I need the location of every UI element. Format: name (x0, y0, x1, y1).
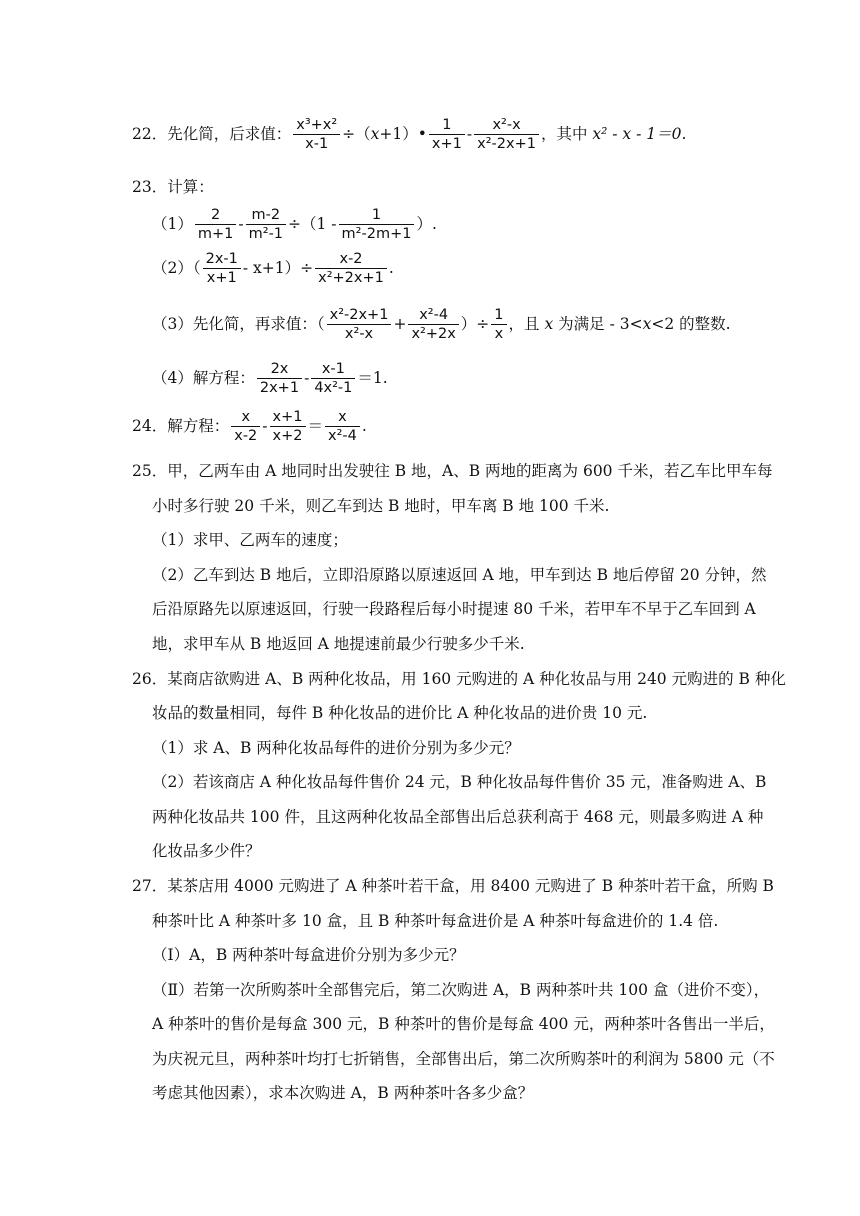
fraction: $\frac{2x}{2x+1}$ (257, 360, 302, 398)
question-27-line: （Ⅰ）A，B 两种茶叶每盒进价分别为多少元？ (152, 946, 465, 964)
question-25-line: （2）乙车到达 B 地后，立即沿原路以原速返回 A 地，甲车到达 B 地后停留 20 分钟，然 (152, 566, 767, 584)
fraction: $\frac{x}{\text{x²-4}}$ (325, 408, 360, 446)
question-22: 22．先化简，后求值： $\frac{\text{x³+x²}}{x-1}$ ÷（x+1）• $\frac{1}{x+1}$ - $\frac{\text{x²-x}}{\text{x²-2x+1}}$ ，其中 x² - x - 1＝0. (132, 117, 687, 152)
fraction: $\frac{x-1}{\text{4x²-1}}$ (311, 360, 355, 398)
fraction: $\frac{x+1}{x+2}$ (270, 408, 306, 446)
fraction: $\frac{\text{x³+x²}}{x-1}$ (293, 116, 340, 154)
question-27-line: 27．某茶店用 4000 元购进了 A 种茶叶若干盒，用 8400 元购进了 B 种茶叶若干盒，所购 B (132, 877, 774, 895)
question-25-line: 25．甲，乙两车由 A 地同时出发驶往 B 地，A、B 两地的距离为 600 千米，若乙车比甲车每 (132, 462, 773, 480)
question-26-line: 化妆品多少件？ (152, 842, 261, 860)
fraction: $\frac{x}{x-2}$ (231, 408, 260, 446)
question-25-line: 地，求甲车从 B 地返回 A 地提速前最少行驶多少千米. (152, 635, 525, 653)
fraction: $\frac{2}{m+1}$ (195, 206, 237, 244)
fraction: $\frac{2x-1}{x+1}$ (203, 250, 241, 288)
fraction: $\frac{\text{x²-2x+1}}{\text{x²-x}}$ (327, 306, 392, 344)
fraction: $\frac{m-2}{\text{m²-1}}$ (246, 206, 286, 244)
question-27-line: 种茶叶比 A 种茶叶多 10 盒，且 B 种茶叶每盒进价是 A 种茶叶每盒进价的 1.4 倍. (152, 912, 719, 930)
question-22-lead: 22．先化简，后求值： (132, 125, 292, 143)
question-25-line: 后沿原路先以原速返回，行驶一段路程后每小时提速 80 千米，若甲车不早于乙车回到 A (152, 600, 756, 618)
question-26-line: （1）求 A、B 两种化妆品每件的进价分别为多少元？ (152, 739, 520, 757)
question-27-line: （Ⅱ）若第一次所购茶叶全部售完后，第二次购进 A，B 两种茶叶共 100 盒（进价不变）， (152, 981, 770, 999)
question-27-line: A 种茶叶的售价是每盒 300 元，B 种茶叶的售价是每盒 400 元，两种茶叶各售出一半后， (152, 1015, 775, 1033)
question-23-part-3: （3）先化简，再求值：（ $\frac{\text{x²-2x+1}}{\text{x²-x}}$ + $\frac{\text{x²-4}}{\text{x²+2x}}$ ）÷ $\frac{1}{x}$ ，且 x 为满足 - 3<x<2 的整数. (152, 307, 731, 342)
fraction: $\frac{\text{x²-x}}{\text{x²-2x+1}}$ (474, 116, 539, 154)
fraction: $\frac{1}{x+1}$ (429, 116, 465, 154)
fraction: $\frac{1}{x}$ (491, 306, 506, 344)
question-23-part-1: （1） $\frac{2}{m+1}$ - $\frac{m-2}{\text{m²-1}}$ ÷（1 - $\frac{1}{\text{m²-2m+1}}$ ）. (152, 207, 437, 242)
question-26-line: 妆品的数量相同，每件 B 种化妆品的进价比 A 种化妆品的进价贵 10 元. (152, 704, 648, 722)
question-27-line: 考虑其他因素），求本次购进 A，B 两种茶叶各多少盒？ (152, 1084, 534, 1102)
question-23-part-2: （2）（ $\frac{2x-1}{x+1}$ - x+1）÷ $\frac{x-2}{\text{x²+2x+1}}$ . (152, 251, 394, 286)
question-25-line: （1）求甲、乙两车的速度； (152, 531, 348, 549)
question-23-title: 23．计算： (132, 178, 214, 196)
question-27-line: 为庆祝元旦，两种茶叶均打七折销售，全部售出后，第二次所购茶叶的利润为 5800 元（不 (152, 1050, 775, 1068)
fraction: $\frac{1}{\text{m²-2m+1}}$ (339, 206, 415, 244)
question-24: 24．解方程： $\frac{x}{x-2}$ - $\frac{x+1}{x+2}$ ＝ $\frac{x}{\text{x²-4}}$ . (132, 409, 367, 444)
fraction: $\frac{x-2}{\text{x²+2x+1}}$ (315, 250, 387, 288)
question-26-line: 26．某商店欲购进 A、B 两种化妆品，用 160 元购进的 A 种化妆品与用 240 元购进的 B 种化 (132, 670, 786, 688)
question-23-part-4: （4）解方程： $\frac{2x}{2x+1}$ - $\frac{x-1}{\text{4x²-1}}$ ＝1. (152, 361, 388, 396)
fraction: $\frac{\text{x²-4}}{\text{x²+2x}}$ (408, 306, 458, 344)
question-26-line: 两种化妆品共 100 件，且这两种化妆品全部售出后总获利高于 468 元，则最多购进 A 种 (152, 808, 764, 826)
question-25-line: 小时多行驶 20 千米，则乙车到达 B 地时，甲车离 B 地 100 千米. (152, 497, 610, 515)
question-26-line: （2）若该商店 A 种化妆品每件售价 24 元，B 种化妆品每件售价 35 元，准备购进 A、B (152, 773, 767, 791)
